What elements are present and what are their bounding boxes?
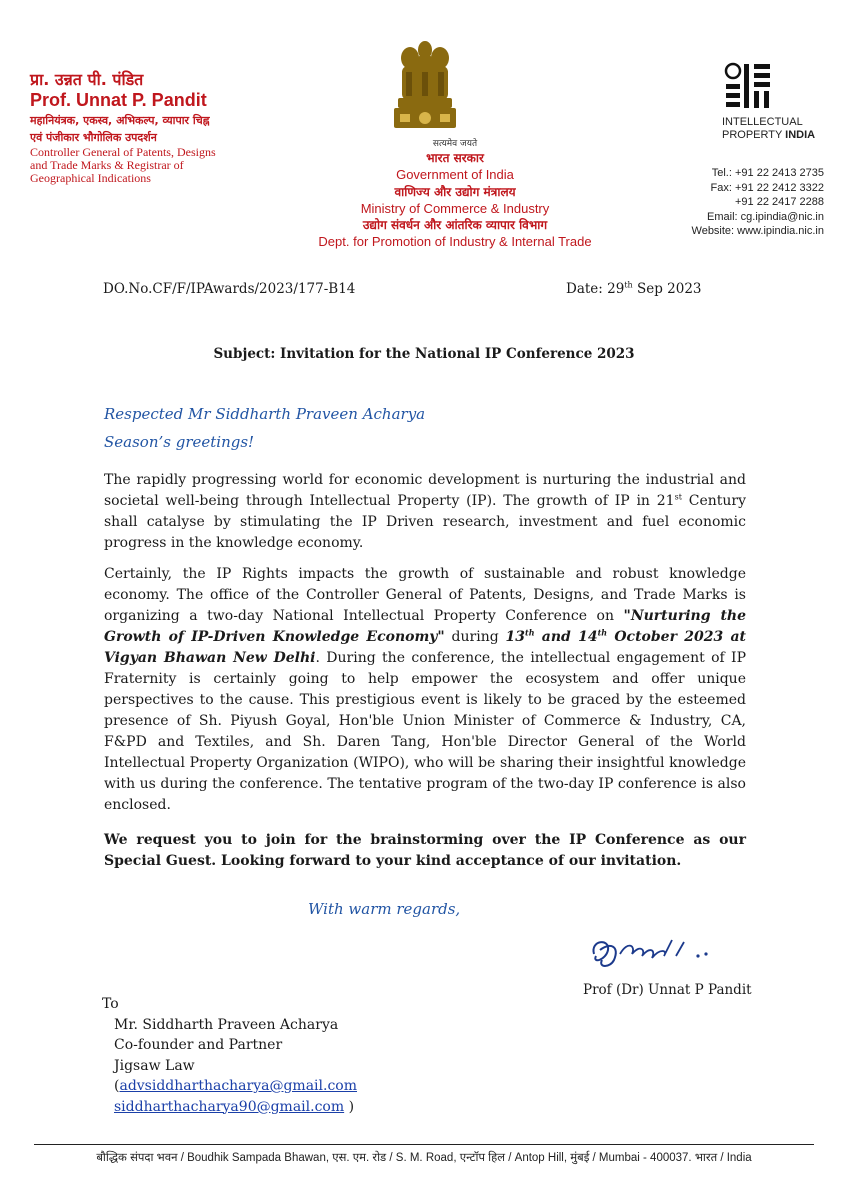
recipient-email-1-link[interactable]: advsiddharthacharya@gmail.com <box>119 1078 358 1094</box>
date-13: 13 <box>505 629 525 645</box>
signatory-name: Prof (Dr) Unnat P Pandit <box>583 982 752 998</box>
recipient-role: Co-founder and Partner <box>114 1037 283 1053</box>
tel-label: Tel.: <box>711 167 732 179</box>
department: Dept. for Promotion of Industry & Internal Trade <box>318 234 592 249</box>
contact-fax-2 <box>692 195 824 210</box>
sender-title-2: and Trade Marks & Registrar of <box>30 158 184 172</box>
letter-date <box>566 281 702 297</box>
government: Government of India <box>396 167 514 182</box>
greeting: Season’s greetings! <box>104 433 255 451</box>
letterhead-sender <box>30 70 280 185</box>
recipient-to: To <box>102 996 119 1012</box>
date-month-year: Sep 2023 <box>632 281 702 297</box>
paragraph-1-text-a: The rapidly progressing world for economic development is nurturing the industrial and societal well-being through Intellectual Property (IP). The growth of IP in 21 <box>104 472 746 509</box>
paragraph-2 <box>104 564 746 816</box>
contact-email <box>692 210 824 225</box>
conference-theme: "Nurturing the Growth of IP-Driven Knowledge Economy" <box>104 608 746 645</box>
wordmark-line-2 <box>722 129 815 142</box>
date-13-sup: th <box>525 627 535 638</box>
footer-address: बौद्धिक संपदा भवन / Boudhik Sampada Bhawan, एस. एम. रोड / S. M. Road, एन्टॉप हिल / Antop Hill, मुंबई / Mumbai - 400037. भारत / India <box>96 1152 752 1164</box>
tel-value: +91 22 2413 2735 <box>734 167 824 179</box>
reference-number: DO.No.CF/F/IPAwards/2023/177-B14 <box>103 281 356 297</box>
close-paren: ) <box>344 1098 355 1115</box>
ministry: Ministry of Commerce & Industry <box>360 200 550 216</box>
sender-title-3: Geographical Indications <box>30 171 151 185</box>
paragraph-1-sup: st <box>674 492 682 502</box>
paragraph-1-text-b: Century shall catalyse by stimulating the IP Driven research, investment and fuel economic progress in the knowledge economy. <box>104 493 746 551</box>
paragraph-1 <box>104 470 746 554</box>
contact-website <box>692 224 824 239</box>
date-14: and 14 <box>534 629 598 645</box>
government-hindi: भारत सरकार <box>426 151 484 165</box>
ip-india-logo-icon <box>722 62 778 110</box>
recipient-email-2-row <box>114 1097 357 1118</box>
fax-label: Fax: <box>710 181 732 194</box>
national-emblem-icon <box>380 36 470 151</box>
contact-fax <box>692 181 824 196</box>
paragraph-2-text-c: . During the conference, the intellectual engagement of IP Fraternity is certainly going to help empower the ecosystem and offer unique perspectives to the cause. This prestigious event is likely to be graced by the esteemed presence of Sh. Piyush Goyal, Hon'ble Union Minister of Commerce & Industry, CA, F&PD and Textiles, and Sh. Daren Tang, Hon'ble Director General of the World Intellectual Property Organization (WIPO), who will be sharing their insightful knowledge with us during the conference. The tentative program of the two-day IP conference is also enclosed. <box>104 650 746 813</box>
sender-title-hindi-2: एवं पंजीकार भौगोलिक उपदर्शन <box>30 131 157 144</box>
salutation-block <box>104 400 425 456</box>
wordmark-line-1: INTELLECTUAL <box>722 116 803 128</box>
date-day: Date: 29 <box>566 281 625 297</box>
wordmark-property: PROPERTY <box>722 129 786 141</box>
sender-name-hindi: प्रा. उन्नत पी. पंडित <box>30 70 144 89</box>
contact-details <box>692 166 824 239</box>
department-hindi: उद्योग संवर्धन और आंतरिक व्यापार विभाग <box>362 218 548 232</box>
wordmark-india: INDIA <box>785 129 816 141</box>
paragraph-2-text-a: Certainly, the IP Rights impacts the growth of sustainable and robust knowledge economy. The office of the Controller General of Patents, Designs, and Trade Marks is organizing a two-day National Intellectual Property Conference on <box>104 566 746 624</box>
letterhead-government <box>290 138 620 251</box>
sender-name: Prof. Unnat P. Pandit <box>30 90 207 110</box>
paragraph-3: We request you to join for the brainstorming over the IP Conference as our Special Guest. Looking forward to your kind acceptance of our invitation. <box>104 832 746 869</box>
salutation: Respected Mr Siddharth Praveen Acharya <box>104 405 426 423</box>
date-venue: October 2023 at Vigyan Bhawan New Delhi <box>104 629 746 666</box>
recipient-email-1-row <box>114 1076 357 1097</box>
motto: सत्यमेव जयते <box>432 139 478 149</box>
fax-value-2: +91 22 2417 2288 <box>734 196 824 208</box>
subject-line: Subject: Invitation for the National IP Conference 2023 <box>213 346 635 362</box>
ministry-hindi: वाणिज्य और उद्योग मंत्रालय <box>394 184 516 199</box>
recipient-block <box>102 994 358 1117</box>
contact-tel <box>692 166 824 181</box>
closing: With warm regards, <box>308 900 461 918</box>
date-14-sup: th <box>597 627 608 638</box>
open-paren: ( <box>114 1078 120 1094</box>
email-label: Email: <box>707 210 738 223</box>
recipient-firm: Jigsaw Law <box>114 1057 195 1074</box>
website-value: www.ipindia.nic.in <box>737 225 824 237</box>
recipient-name: Mr. Siddharth Praveen Acharya <box>114 1016 339 1033</box>
ip-india-wordmark <box>722 116 815 142</box>
email-value: cg.ipindia@nic.in <box>740 210 824 223</box>
fax-value-1: +91 22 2412 3322 <box>734 181 824 194</box>
website-label: Website: <box>691 225 735 237</box>
signature-icon <box>580 920 740 980</box>
paragraph-2-text-b: during <box>444 629 506 645</box>
sender-title-1: Controller General of Patents, Designs <box>30 145 216 159</box>
footer-divider <box>34 1144 814 1145</box>
sender-title-hindi-1: महानियंत्रक, एकस्व, अभिकल्प, व्यापार चिह्न <box>30 114 210 127</box>
recipient-email-2-link[interactable]: siddharthacharya90@gmail.com <box>114 1098 345 1115</box>
date-suffix-sup: th <box>624 280 633 290</box>
